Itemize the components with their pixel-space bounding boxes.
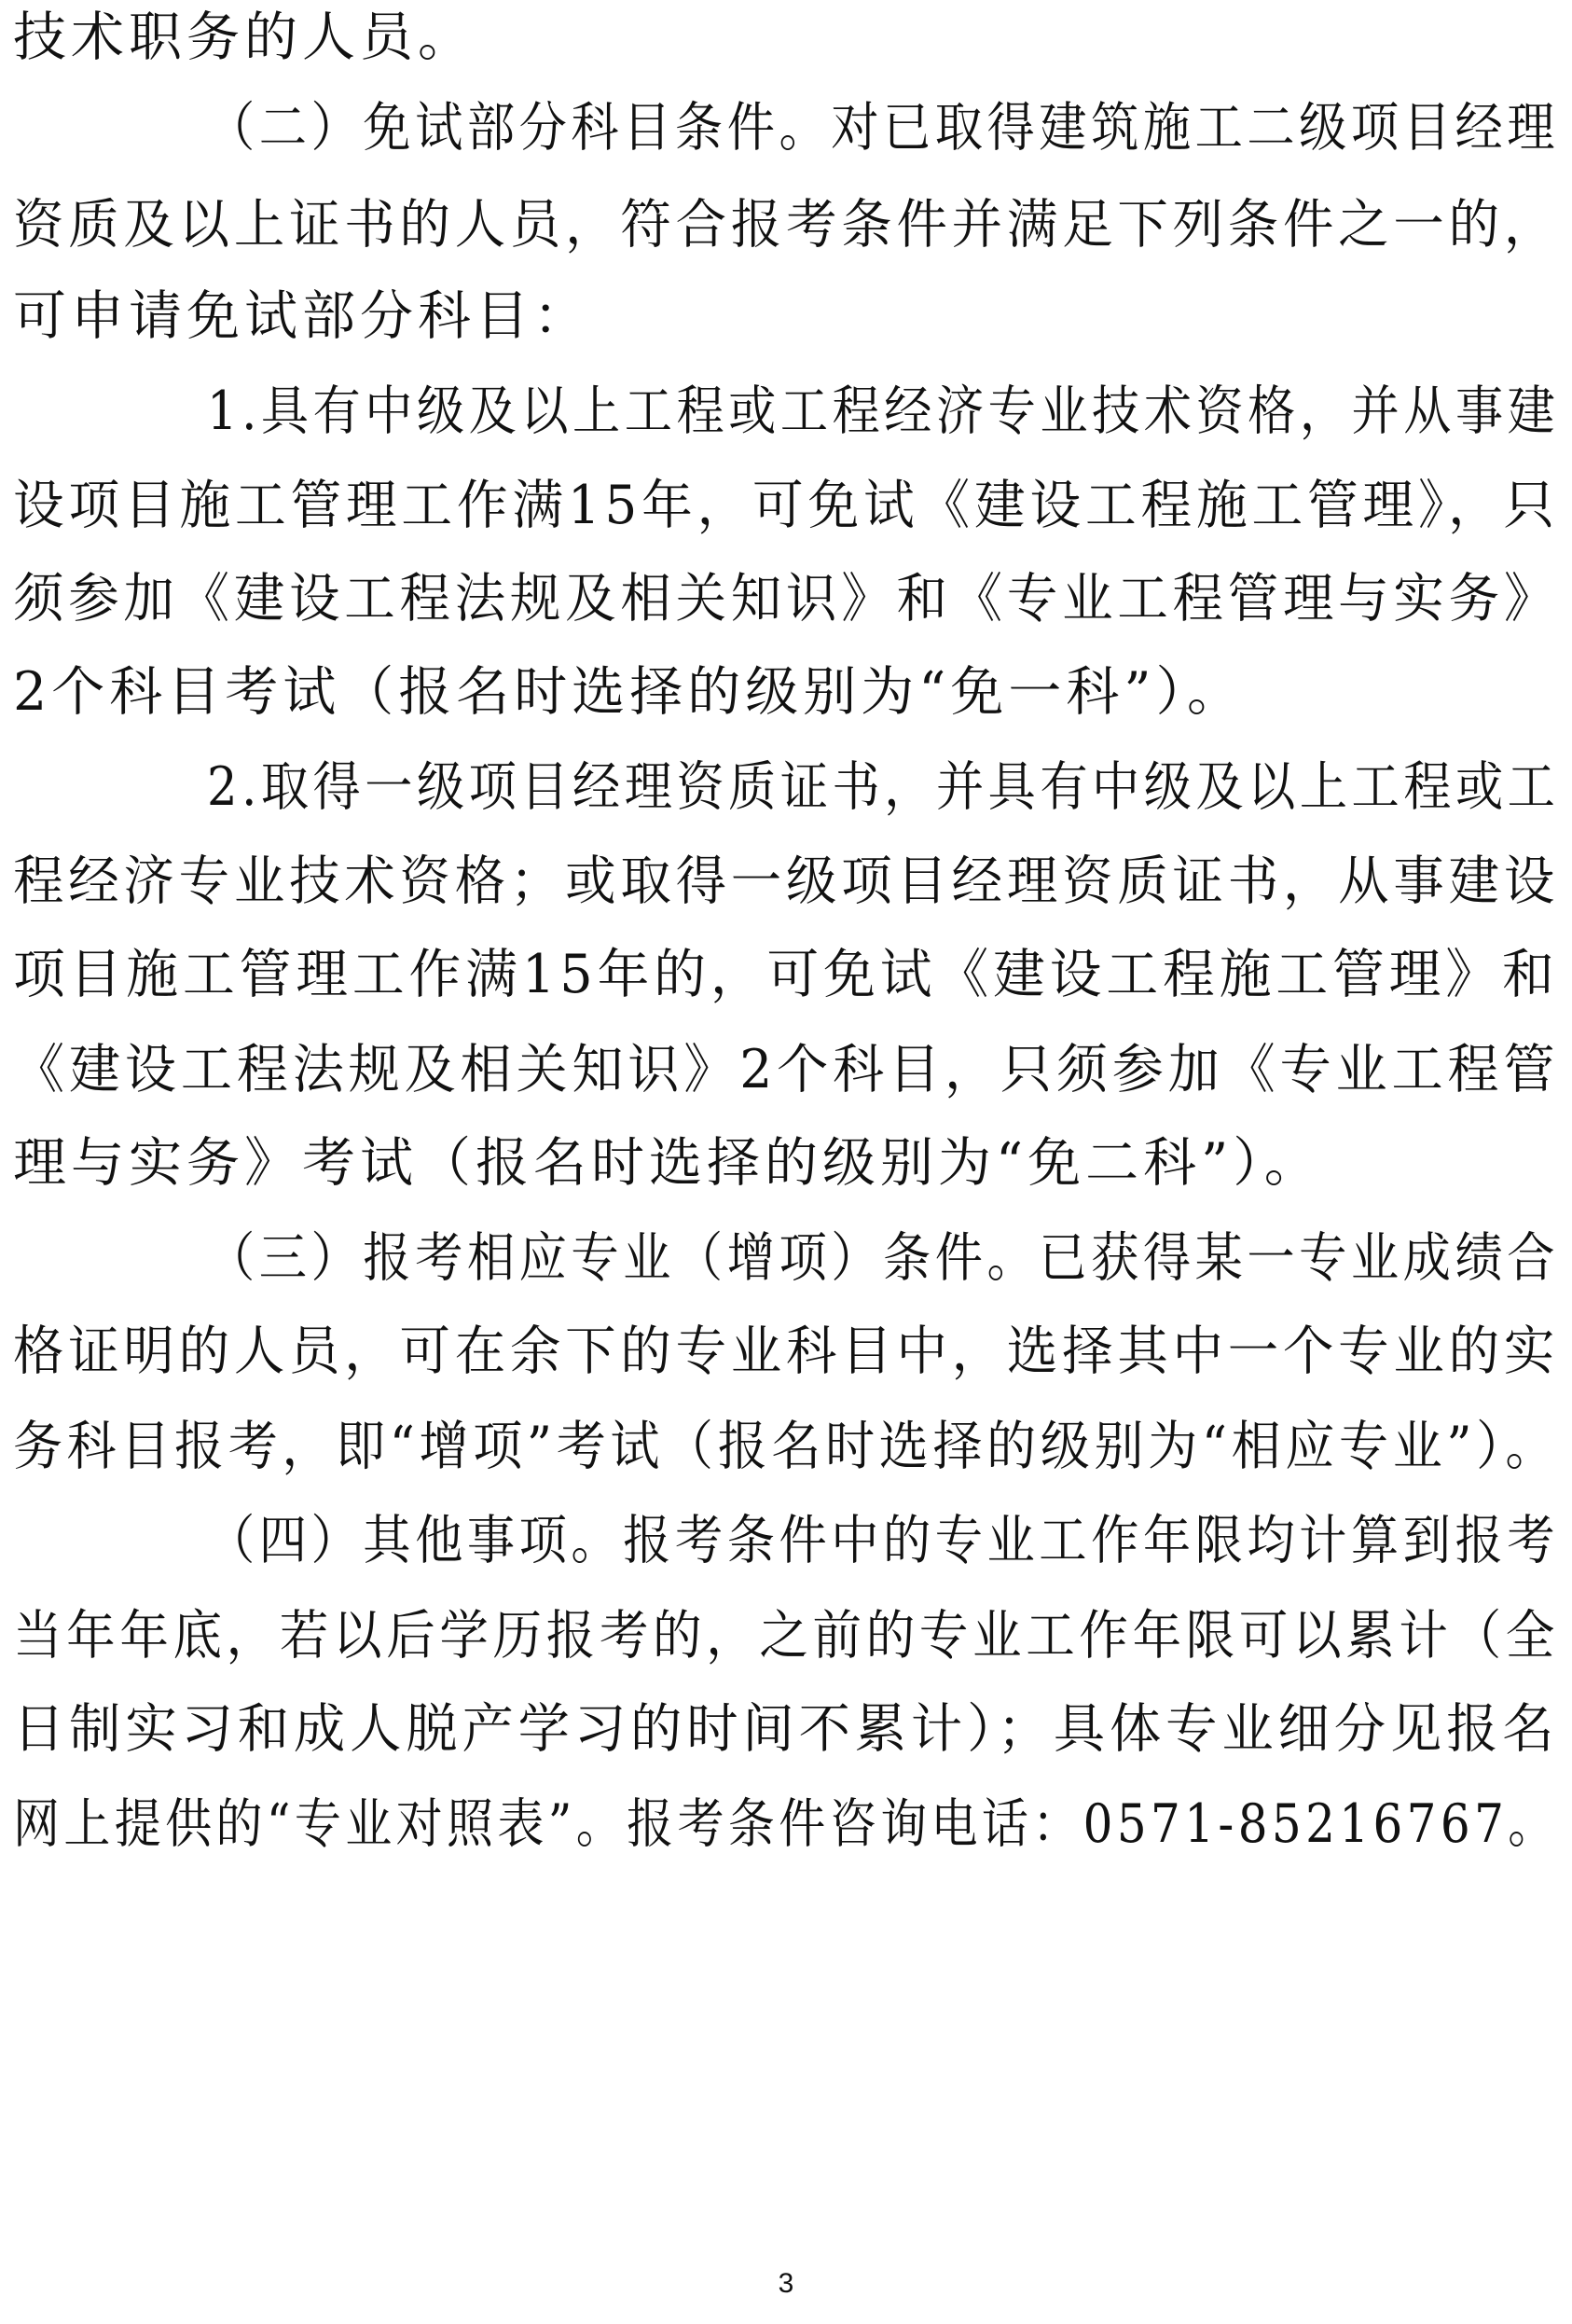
text-line-11: 项目施工管理工作满15年的，可免试《建设工程施工管理》和 [13, 944, 1559, 1005]
text-line-13: 理与实务》考试（报名时选择的级别为“免二科”）。 [13, 1132, 1322, 1194]
text-line-15: 格证明的人员，可在余下的专业科目中，选择其中一个专业的实 [13, 1321, 1560, 1382]
text-line-12: 《建设工程法规及相关知识》2个科目，只须参加《专业工程管 [13, 1039, 1560, 1100]
text-line-9: 2.取得一级项目经理资质证书，并具有中级及以上工程或工 [207, 756, 1560, 818]
text-line-5: 1.具有中级及以上工程或工程经济专业技术资格，并从事建 [207, 380, 1560, 442]
text-line-1: 技术职务的人员。 [13, 7, 476, 68]
text-line-7: 须参加《建设工程法规及相关知识》和《专业工程管理与实务》 [13, 568, 1560, 629]
text-line-4: 可申请免试部分科目： [13, 285, 591, 347]
text-line-6: 设项目施工管理工作满15年，可免试《建设工程施工管理》，只 [13, 475, 1560, 536]
text-line-18: 当年年底，若以后学历报考的，之前的专业工作年限可以累计（全 [13, 1605, 1559, 1667]
page-number: 3 [778, 2268, 794, 2299]
text-line-19: 日制实习和成人脱产学习的时间不累计）；具体专业细分见报名 [13, 1698, 1559, 1760]
text-line-10: 程经济专业技术资格；或取得一级项目经理资质证书，从事建设 [13, 851, 1560, 912]
text-line-17: （四）其他事项。报考条件中的专业工作年限均计算到报考 [207, 1510, 1559, 1571]
text-line-3: 资质及以上证书的人员，符合报考条件并满足下列条件之一的， [13, 194, 1560, 256]
text-line-8: 2个科目考试（报名时选择的级别为“免一科”）。 [13, 661, 1246, 723]
text-line-2: （二）免试部分科目条件。对已取得建筑施工二级项目经理 [207, 97, 1559, 159]
text-line-20: 网上提供的“专业对照表”。报考条件咨询电话：0571-85216767。 [13, 1793, 1559, 1855]
text-line-14: （三）报考相应专业（增项）条件。已获得某一专业成绩合 [207, 1227, 1559, 1289]
text-line-16: 务科目报考，即“增项”考试（报名时选择的级别为“相应专业”）。 [13, 1416, 1560, 1477]
